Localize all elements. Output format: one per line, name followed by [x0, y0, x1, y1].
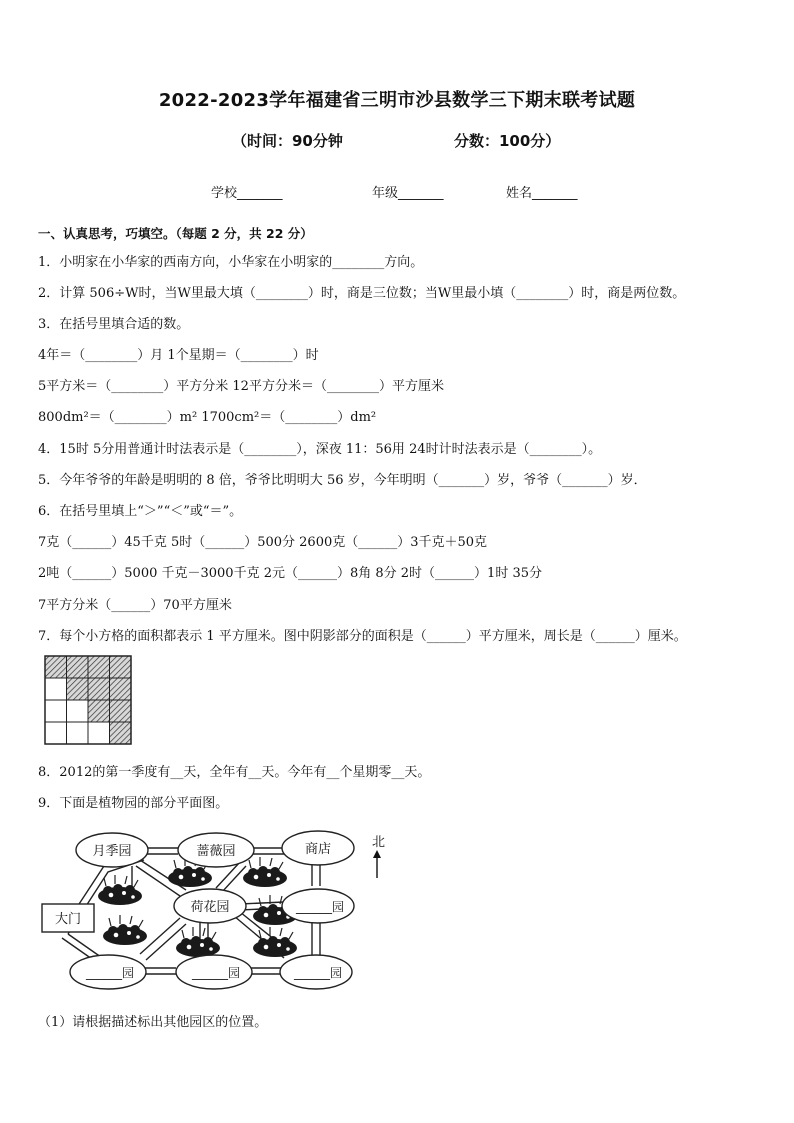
shaded-cell — [110, 722, 132, 744]
question-3: 3．在括号里填合适的数。 — [38, 317, 190, 332]
time-label: （时间：90分钟 — [232, 132, 343, 150]
question-3-row-2: 5平方米＝（________）平方分米 12平方分米＝（________）平方厘米 — [38, 379, 444, 394]
south-garden-label[interactable]: ______园 — [191, 966, 241, 980]
shaded-cell — [88, 678, 110, 700]
grid-cell — [67, 700, 89, 722]
hehua-label: 荷花园 — [190, 900, 230, 915]
page-title: 2022-2023学年福建省三明市沙县数学三下期末联考试题 — [158, 90, 636, 111]
question-9-part-1: （1）请根据描述标出其他园区的位置。 — [38, 1015, 268, 1030]
garden-map-figure — [40, 826, 385, 998]
question-7: 7．每个小方格的面积都表示 1 平方厘米。图中阴影部分的面积是（______）平方厘米，周长是（______）厘米。 — [38, 629, 687, 644]
question-3-row-3: 800dm²＝（________）m² 1700cm²＝（________）dm² — [38, 410, 377, 425]
question-4: 4．15时 5分用普通计时法表示是（________），深夜 11：56用 24时计时法表示是（________）。 — [38, 442, 602, 457]
question-6: 6．在括号里填上“＞”“＜”或“＝”。 — [38, 504, 243, 519]
school-field[interactable]: 学校_______ — [211, 186, 283, 201]
question-6-row-3: 7平方分米（______）70平方厘米 — [38, 598, 232, 613]
grid-cell — [45, 722, 67, 744]
grid-cell — [45, 678, 67, 700]
east-garden-label[interactable]: ______园 — [295, 900, 345, 914]
question-9: 9．下面是植物园的部分平面图。 — [38, 796, 229, 811]
question-8: 8．2012的第一季度有__天，全年有__天。今年有__个星期零__天。 — [38, 765, 431, 780]
area-grid-figure — [44, 655, 132, 747]
southwest-garden-label[interactable]: ______园 — [85, 966, 135, 980]
grid-cell — [88, 722, 110, 744]
shop-label: 商店 — [304, 842, 332, 857]
shaded-cell — [110, 700, 132, 722]
question-2: 2．计算 506÷W时，当W里最大填（________）时，商是三位数；当W里最小填（________）时，商是两位数。 — [38, 286, 686, 301]
qiangwei-label: 蔷薇园 — [196, 844, 236, 859]
question-1: 1．小明家在小华家的西南方向，小华家在小明家的________方向。 — [38, 255, 424, 270]
question-3-row-1: 4年＝（________）月 1个星期＝（________）时 — [38, 348, 319, 363]
score-label: 分数：100分） — [454, 132, 561, 150]
grade-field[interactable]: 年级_______ — [372, 186, 444, 201]
shaded-cell — [67, 678, 89, 700]
shaded-cell — [110, 656, 132, 678]
north-label: 北 — [371, 835, 385, 850]
grid-cell — [45, 700, 67, 722]
question-6-row-2: 2吨（______）5000 千克－3000千克 2元（______）8角 8分 2时（______）1时 35分 — [38, 566, 542, 581]
north-arrow-icon — [373, 850, 381, 878]
shaded-cell — [110, 678, 132, 700]
gate-label: 大门 — [54, 912, 82, 927]
section-heading: 一、认真思考，巧填空。（每题 2 分，共 22 分） — [38, 226, 313, 241]
shaded-cell — [67, 656, 89, 678]
exam-meta — [232, 130, 561, 151]
shaded-cell — [88, 656, 110, 678]
name-field[interactable]: 姓名_______ — [506, 186, 578, 201]
shaded-cell — [45, 656, 67, 678]
grid-cell — [67, 722, 89, 744]
question-6-row-1: 7克（______）45千克 5时（______）500分 2600克（______）3千克＋50克 — [38, 535, 488, 550]
southeast-garden-label[interactable]: ______园 — [293, 966, 343, 980]
question-5: 5．今年爷爷的年龄是明明的 8 倍，爷爷比明明大 56 岁，今年明明（_______）岁，爷爷（_______）岁． — [38, 473, 647, 488]
yueji-label: 月季园 — [92, 844, 132, 859]
shaded-cell — [88, 700, 110, 722]
